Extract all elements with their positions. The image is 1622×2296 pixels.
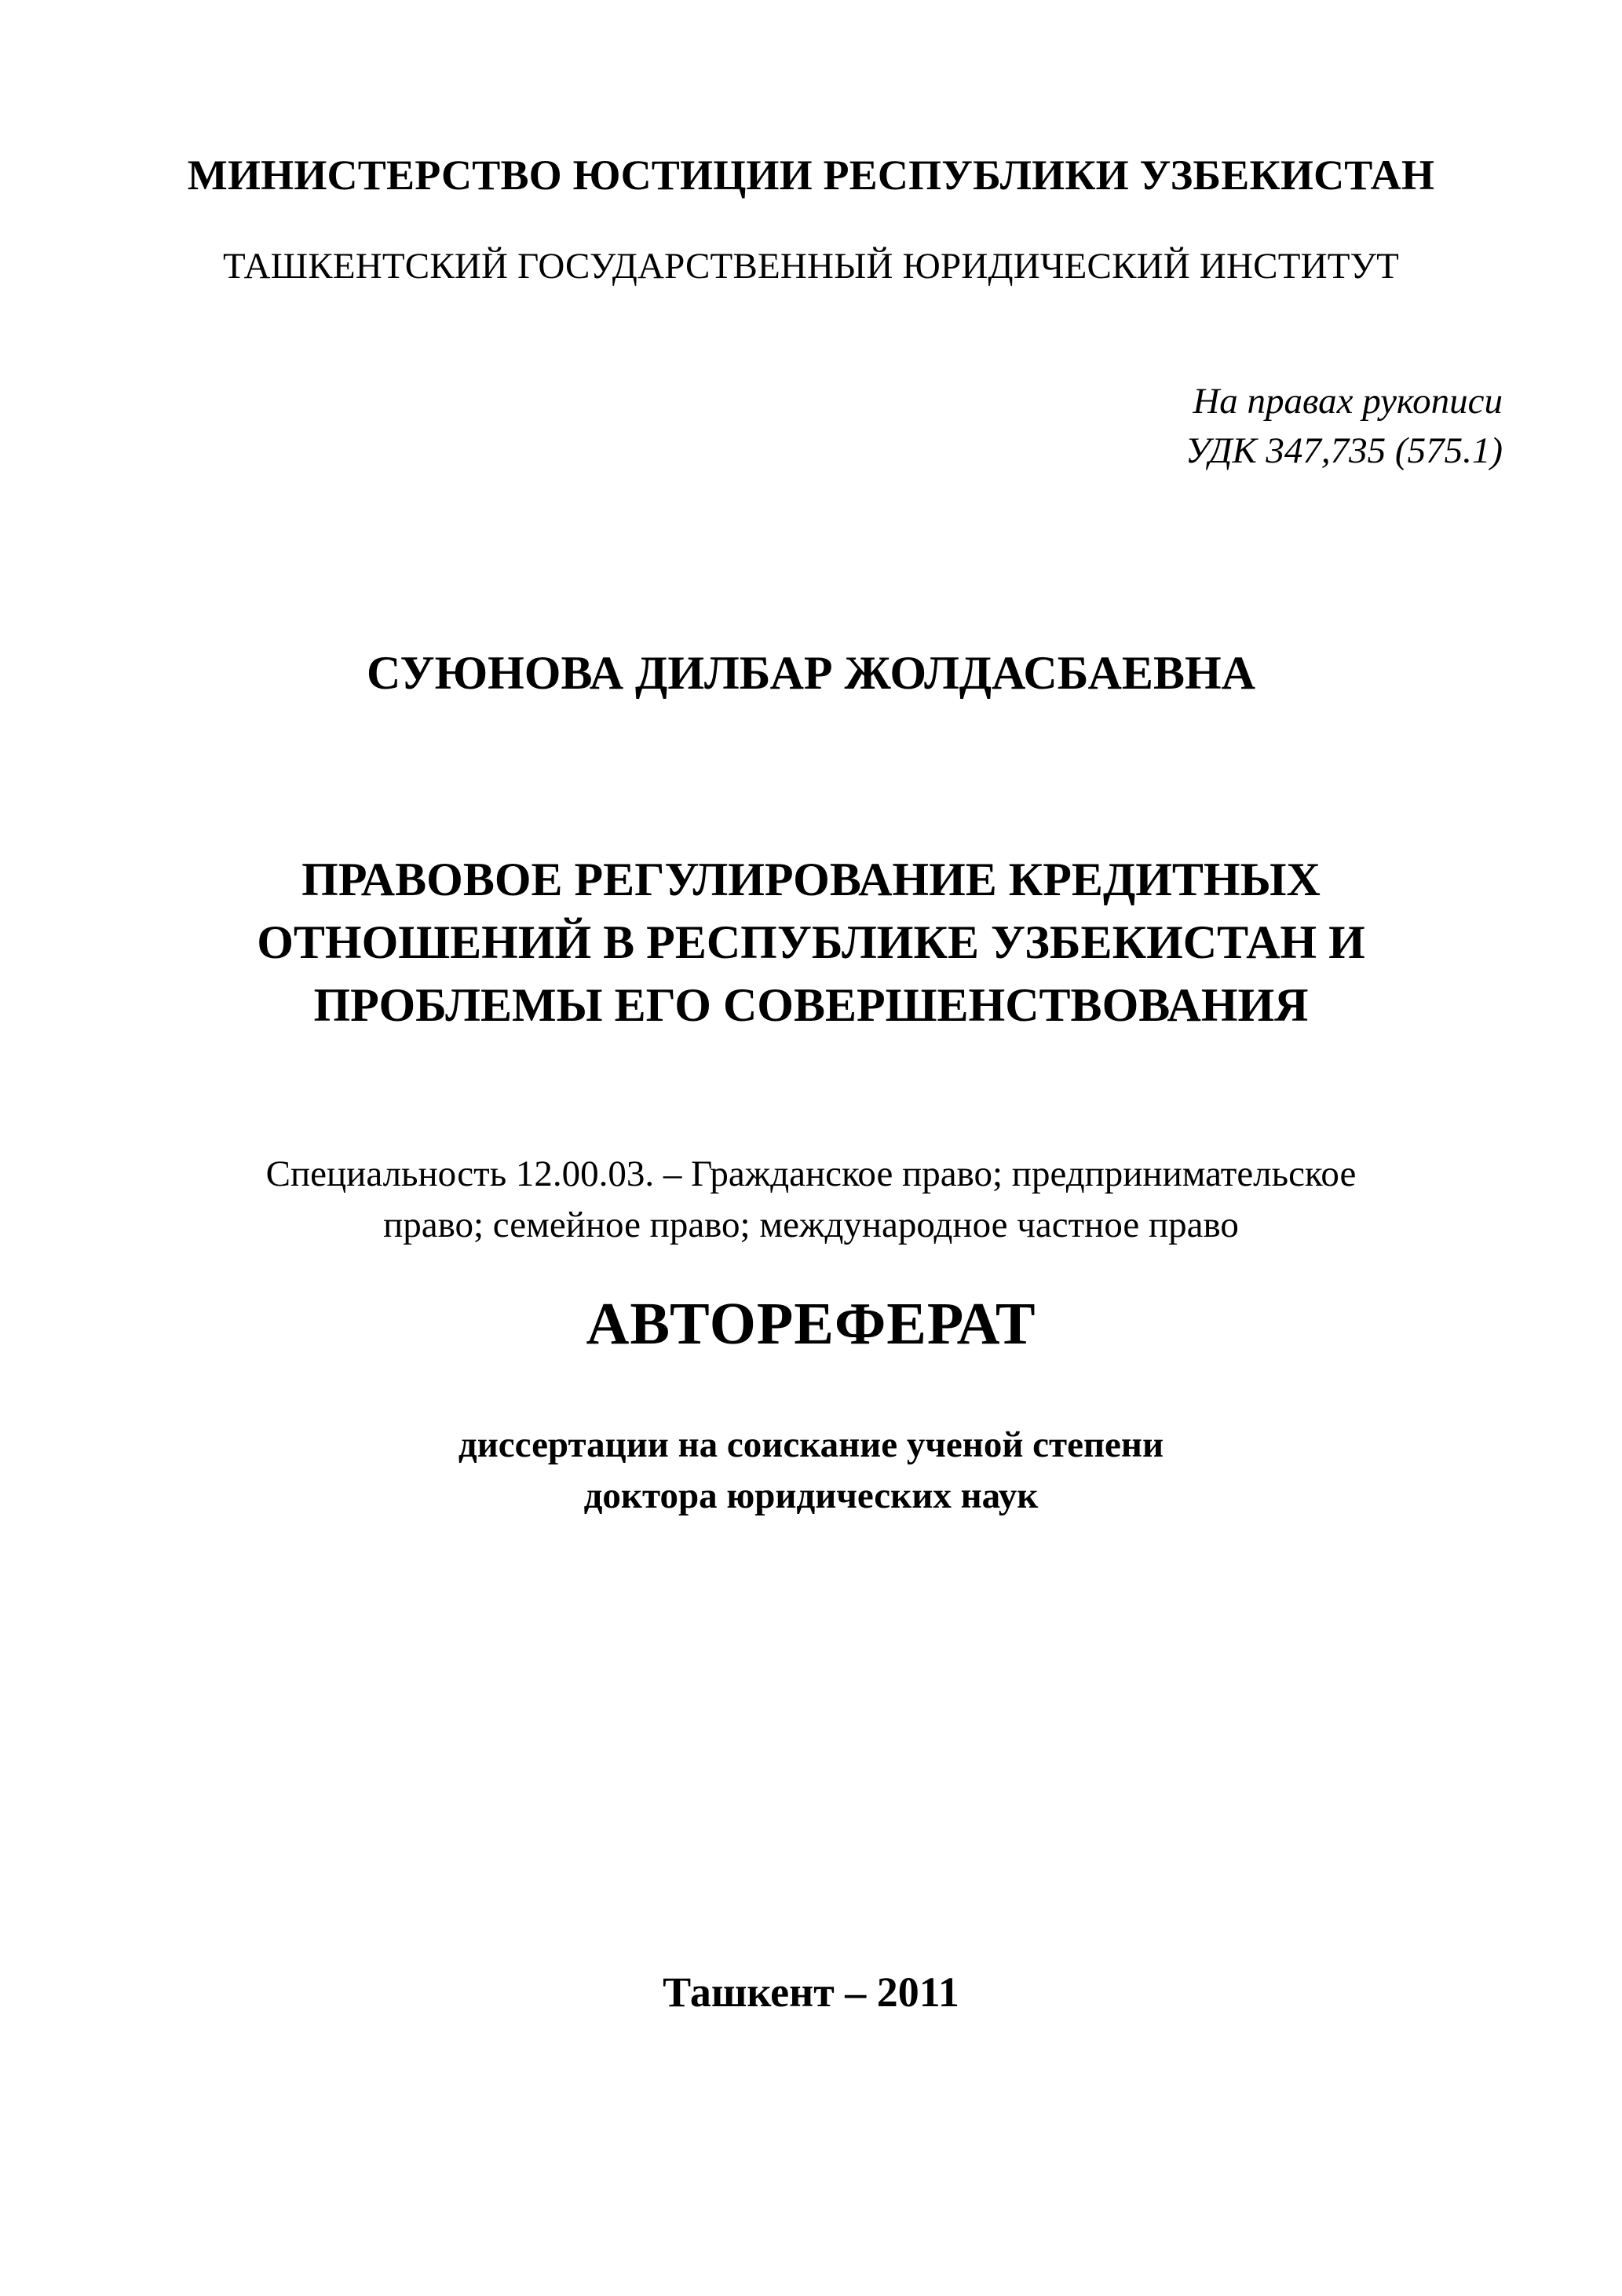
ministry-heading: МИНИСТЕРСТВО ЮСТИЦИИ РЕСПУБЛИКИ УЗБЕКИСТАН — [187, 152, 1435, 199]
manuscript-block — [1185, 377, 1503, 476]
degree-line: диссертации на соискание ученой степени — [458, 1424, 1164, 1465]
degree-block — [0, 1420, 1622, 1522]
specialty-line: право; семейное право; международное частное право — [383, 1205, 1239, 1245]
title-line: ОТНОШЕНИЙ В РЕСПУБЛИКЕ УЗБЕКИСТАН И — [257, 916, 1365, 968]
dissertation-title — [0, 848, 1622, 1036]
city-year: Ташкент – 2011 — [663, 1969, 959, 2016]
specialty-block — [0, 1149, 1622, 1251]
document-type: АВТОРЕФЕРАТ — [586, 1291, 1036, 1357]
degree-line: доктора юридических наук — [583, 1475, 1039, 1516]
title-line: ПРАВОВОЕ РЕГУЛИРОВАНИЕ КРЕДИТНЫХ — [301, 854, 1321, 905]
author-name: СУЮНОВА ДИЛБАР ЖОЛДАСБАЕВНА — [367, 647, 1255, 699]
udc-code: УДК 347,735 (575.1) — [1185, 430, 1503, 471]
manuscript-note: На правах рукописи — [1193, 381, 1503, 422]
title-line: ПРОБЛЕМЫ ЕГО СОВЕРШЕНСТВОВАНИЯ — [313, 979, 1309, 1031]
specialty-line: Специальность 12.00.03. – Гражданское право; предпринимательское — [265, 1153, 1357, 1194]
institute-heading: ТАШКЕНТСКИЙ ГОСУДАРСТВЕННЫЙ ЮРИДИЧЕСКИЙ ИНСТИТУТ — [222, 246, 1400, 287]
